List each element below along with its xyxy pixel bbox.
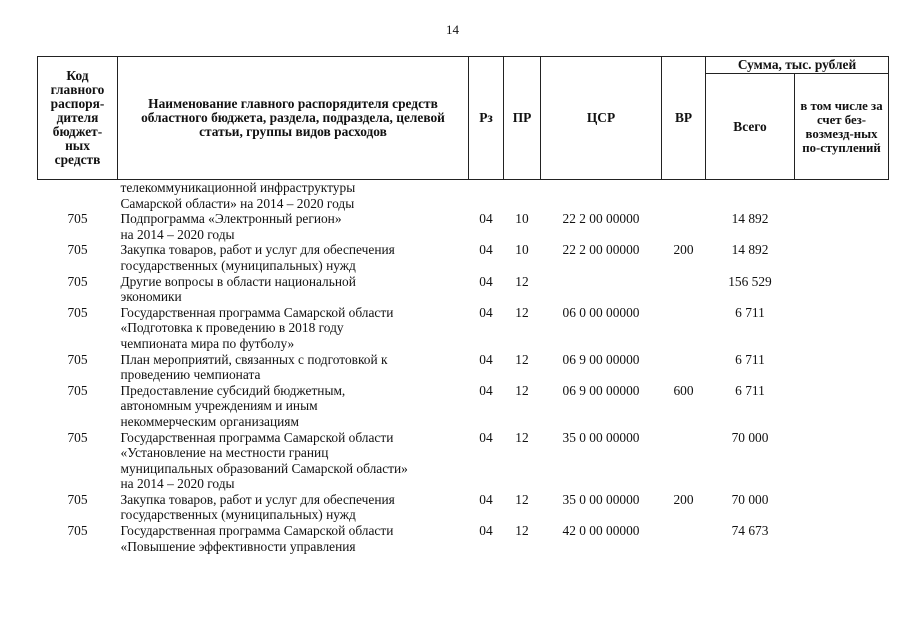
cell-pr: 12 [515,304,529,320]
cell-code: 705 [67,382,88,398]
table-row [38,383,889,430]
header-csr: ЦСР [541,57,662,180]
cell-total: 6 711 [735,382,765,398]
header-vr: ВР [662,57,706,180]
cell-csr [541,180,662,212]
header-free: в том числе за счет без-возмезд-ных по-ступлений [795,74,889,180]
cell-vr: 200 [673,242,694,258]
header-rz: Рз [469,57,504,180]
cell-code: 705 [67,429,88,445]
cell-total: 6 711 [735,351,765,367]
cell-csr: 22 2 00 00000 [562,242,640,258]
cell-free [795,383,889,430]
cell-rz: 04 [479,211,493,227]
cell-vr [662,523,706,554]
cell-name: Закупка товаров, работ и услуг для обеспечения государственных (муниципальных) нужд [120,242,395,273]
cell-free [795,430,889,492]
cell-total: 6 711 [735,304,765,320]
table-row [38,211,889,242]
cell-csr: 35 0 00 00000 [562,491,640,507]
cell-vr [662,274,706,305]
cell-csr [541,274,662,305]
cell-csr: 22 2 00 00000 [562,211,640,227]
cell-free [795,492,889,523]
cell-rz: 04 [479,382,493,398]
budget-table [37,56,889,554]
cell-free [795,274,889,305]
cell-free [795,352,889,383]
cell-name: Закупка товаров, работ и услуг для обеспечения государственных (муниципальных) нужд [120,491,395,523]
table-row [38,305,889,352]
cell-csr: 06 0 00 00000 [562,304,640,320]
cell-vr [662,305,706,352]
cell-free [795,180,889,212]
cell-free [795,523,889,554]
cell-code: 705 [67,491,88,507]
table-body [38,180,889,555]
header-sum: Сумма, тыс. рублей [706,57,889,74]
cell-pr: 10 [515,211,529,227]
cell-pr: 12 [515,351,529,367]
cell-pr [504,180,541,212]
cell-csr: 35 0 00 00000 [562,429,640,445]
cell-total: 74 673 [731,523,769,539]
cell-name: Подпрограмма «Электронный регион» на 2014 – 2020 годы [120,211,342,242]
cell-name: Государственная программа Самарской области «Установление на местности границ муниципальных образований Самарской области» на 2014 – 2020 годы [120,429,408,492]
cell-vr [662,180,706,212]
cell-total: 70 000 [731,491,769,507]
cell-pr: 10 [515,242,529,258]
cell-code: 705 [67,242,88,258]
cell-pr: 12 [515,429,529,445]
cell-csr: 06 9 00 00000 [562,382,640,398]
cell-csr: 06 9 00 00000 [562,351,640,367]
table-row [38,180,889,212]
cell-vr: 200 [673,491,694,507]
cell-code [38,180,118,212]
cell-rz: 04 [479,523,493,539]
cell-csr: 42 0 00 00000 [562,523,640,539]
table-header [38,57,889,180]
cell-pr: 12 [515,491,529,507]
cell-code: 705 [67,304,88,320]
cell-pr: 12 [515,382,529,398]
cell-pr: 12 [515,523,529,539]
cell-vr [662,352,706,383]
cell-rz [469,180,504,212]
cell-total: 156 529 [728,273,772,289]
cell-vr: 600 [673,382,694,398]
header-total: Всего [706,74,795,180]
cell-name: телекоммуникационной инфраструктуры Самарской области» на 2014 – 2020 годы [120,180,356,211]
cell-total: 70 000 [731,429,769,445]
cell-vr [662,430,706,492]
header-pr: ПР [504,57,541,180]
cell-vr [662,211,706,242]
cell-code: 705 [67,273,88,289]
cell-code: 705 [67,523,88,539]
table-row [38,430,889,492]
header-name: Наименование главного распорядителя средств областного бюджета, раздела, подраздела, целевой статьи, группы видов расходов [118,57,469,180]
cell-name: Государственная программа Самарской области «Подготовка к проведению в 2018 году чемпионата мира по футболу» [120,304,394,351]
header-code: Код главного распоря-дителя бюджет-ных средств [38,57,118,180]
table-row [38,492,889,523]
cell-pr: 12 [515,273,529,289]
cell-free [795,305,889,352]
cell-rz: 04 [479,429,493,445]
cell-name: Другие вопросы в области национальной экономики [120,273,356,305]
cell-rz: 04 [479,273,493,289]
cell-free [795,211,889,242]
table-row [38,274,889,305]
cell-code: 705 [67,351,88,367]
cell-rz: 04 [479,491,493,507]
table-row [38,523,889,554]
cell-rz: 04 [479,351,493,367]
table-row [38,242,889,273]
table-row [38,352,889,383]
cell-name: Предоставление субсидий бюджетным, автономным учреждениям и иным некоммерческим организациям [120,382,346,429]
cell-code: 705 [67,211,88,227]
cell-name: Государственная программа Самарской области «Повышение эффективности управления [120,523,394,554]
cell-rz: 04 [479,304,493,320]
cell-name: План мероприятий, связанных с подготовкой к проведению чемпионата [120,351,388,383]
cell-total [706,180,795,212]
cell-total: 14 892 [731,211,769,227]
cell-free [795,242,889,273]
page-number: 14 [446,22,459,37]
cell-rz: 04 [479,242,493,258]
cell-total: 14 892 [731,242,769,258]
